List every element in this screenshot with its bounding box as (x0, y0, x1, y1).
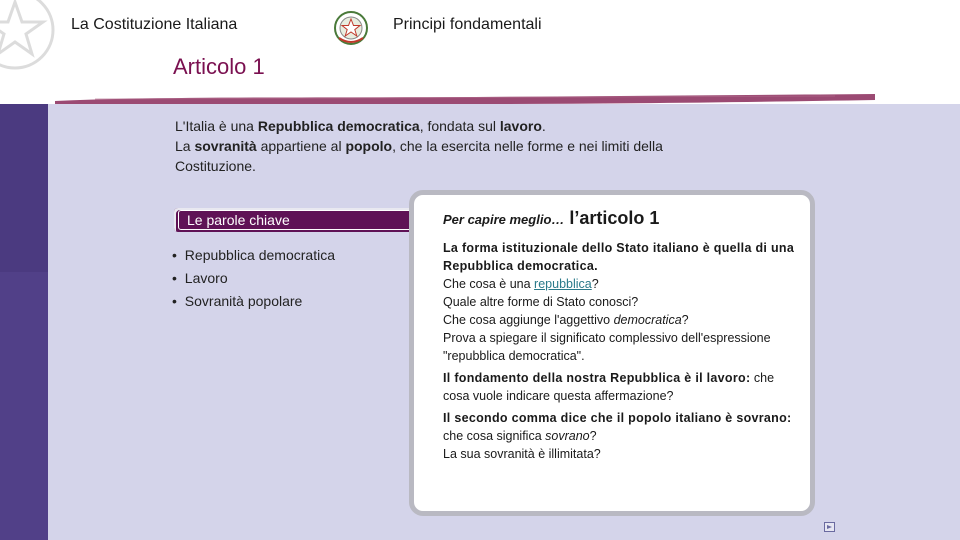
article-text (175, 116, 735, 176)
article-paragraph-2: La sovranità appartiene al popolo, che la esercita nelle forme e nei limiti della Costituzione. (175, 138, 663, 174)
keyword-item: • Lavoro (172, 267, 335, 290)
header (0, 0, 960, 98)
keywords-label: Le parole chiave (187, 212, 290, 228)
article-paragraph-1: L'Italia è una Repubblica democratica, fondata sul lavoro. (175, 118, 546, 134)
repubblica-link[interactable]: repubblica (534, 277, 592, 291)
section-title: Principi fondamentali (393, 16, 542, 33)
keywords-list (172, 244, 335, 313)
app-title: La Costituzione Italiana (71, 16, 238, 33)
sidebar-band-top (0, 104, 48, 272)
seal-watermark-icon (0, 0, 60, 80)
question-block-3: Il secondo comma dice che il popolo italiano è sovrano: che cosa significa sovrano? La sua sovranità è illimitata? (443, 411, 792, 461)
question-block-2: Il fondamento della nostra Repubblica è il lavoro: che cosa vuole indicare questa affermazione? (443, 371, 775, 403)
italian-republic-emblem-icon (333, 10, 369, 46)
keyword-item: • Sovranità popolare (172, 290, 335, 313)
questions-box-title: Per capire meglio… l’articolo 1 (443, 208, 660, 228)
question-block-1: La forma istituzionale dello Stato italiano è quella di una Repubblica democratica. Che cosa è una repubblica? Quale altre forme di Stato conosci? Che cosa aggiunge l'aggettivo democratica? Prova a spiegare il significato complessivo dell'espressione "repubblica democratica". (443, 241, 795, 363)
slide-nav-icon[interactable] (824, 522, 835, 532)
page-title: Articolo 1 (173, 54, 265, 79)
questions-box-text (443, 239, 803, 467)
keyword-item: • Repubblica democratica (172, 244, 335, 267)
